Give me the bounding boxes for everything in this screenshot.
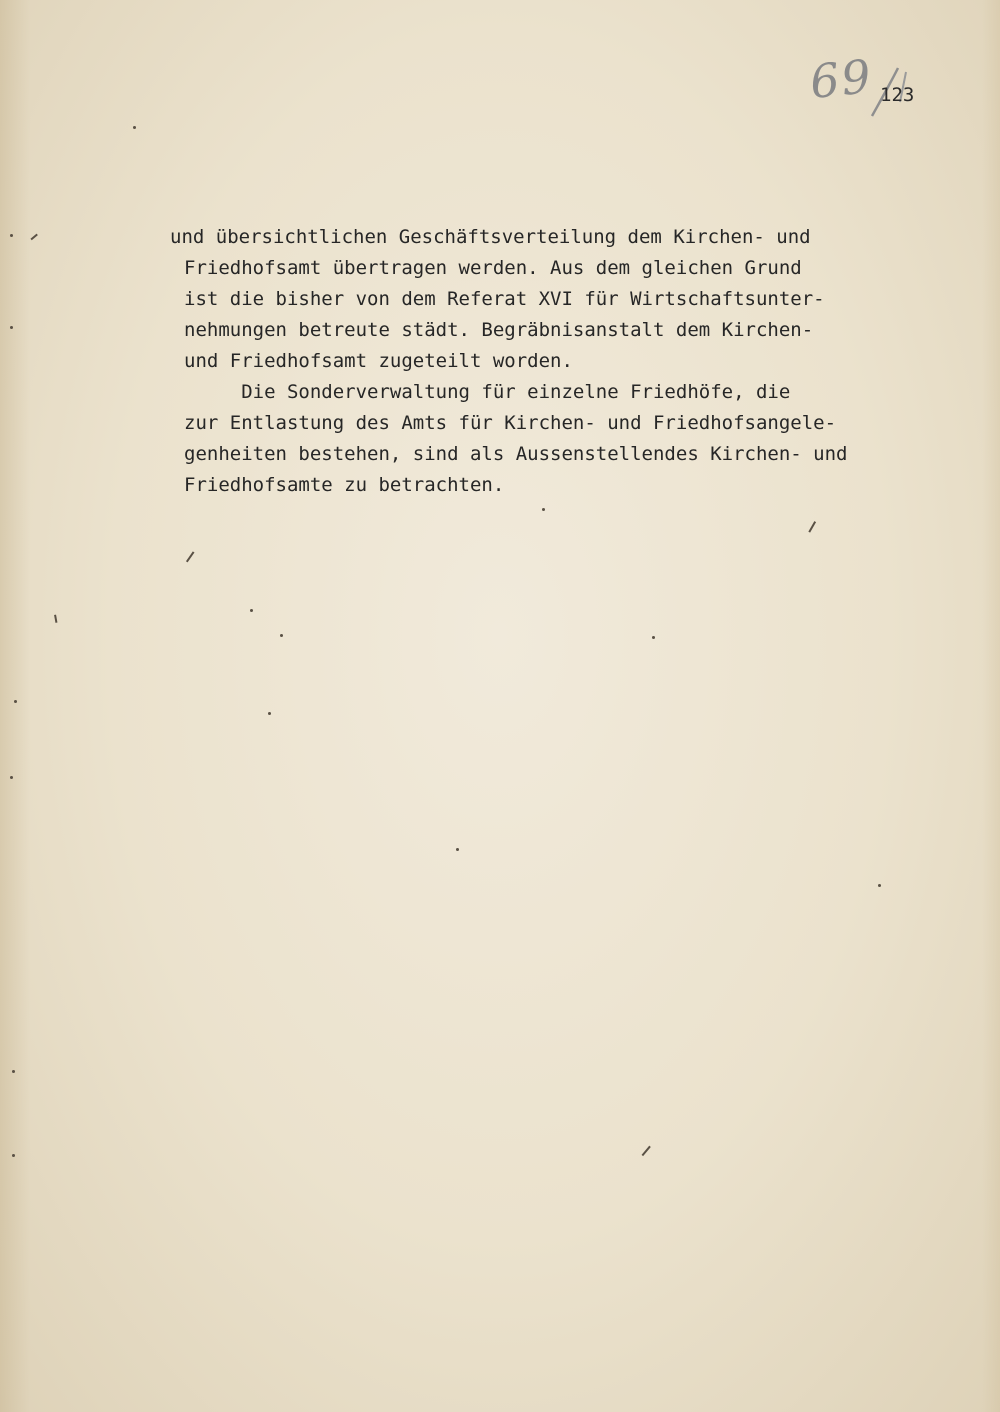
stray-mark bbox=[55, 615, 58, 623]
paper-speck bbox=[268, 712, 271, 715]
text-line: Die Sonderverwaltung für einzelne Friedhöfe, die bbox=[184, 381, 791, 403]
paper-speck bbox=[10, 326, 13, 329]
paper-speck bbox=[878, 884, 881, 887]
text-line: Friedhofsamte zu betrachten. bbox=[184, 474, 505, 496]
paper-speck bbox=[652, 636, 655, 639]
handwritten-folio-number: 69 bbox=[807, 48, 876, 110]
page-edge-shadow-right bbox=[982, 0, 1000, 1412]
text-line: zur Entlastung des Amts für Kirchen- und Friedhofsangele- bbox=[184, 412, 837, 434]
stray-mark bbox=[186, 551, 194, 562]
paper-speck bbox=[12, 1070, 15, 1073]
paper-speck bbox=[14, 700, 17, 703]
text-line: ist die bisher von dem Referat XVI für Wirtschaftsunter- bbox=[184, 288, 825, 310]
paper-speck bbox=[12, 1154, 15, 1157]
paper-speck bbox=[10, 776, 13, 779]
text-line: und übersichtlichen Geschäftsverteilung dem Kirchen- und bbox=[170, 226, 811, 248]
paper-speck bbox=[280, 634, 283, 637]
stray-mark bbox=[642, 1146, 651, 1156]
page-edge-shadow-left bbox=[0, 0, 30, 1412]
paper-speck bbox=[542, 508, 545, 511]
text-line: Friedhofsamt übertragen werden. Aus dem gleichen Grund bbox=[184, 257, 802, 279]
text-line: genheiten bestehen, sind als Aussenstellendes Kirchen- und bbox=[184, 443, 848, 465]
text-line: nehmungen betreute städt. Begräbnisanstalt dem Kirchen- bbox=[184, 319, 814, 341]
stray-mark bbox=[808, 521, 815, 532]
stray-mark bbox=[30, 234, 37, 240]
page-number: 123 bbox=[880, 84, 915, 106]
text-line: und Friedhofsamt zugeteilt worden. bbox=[184, 350, 573, 372]
paper-speck bbox=[133, 126, 136, 129]
paper-speck bbox=[250, 609, 253, 612]
paper-speck bbox=[456, 848, 459, 851]
paper-speck bbox=[10, 234, 13, 237]
